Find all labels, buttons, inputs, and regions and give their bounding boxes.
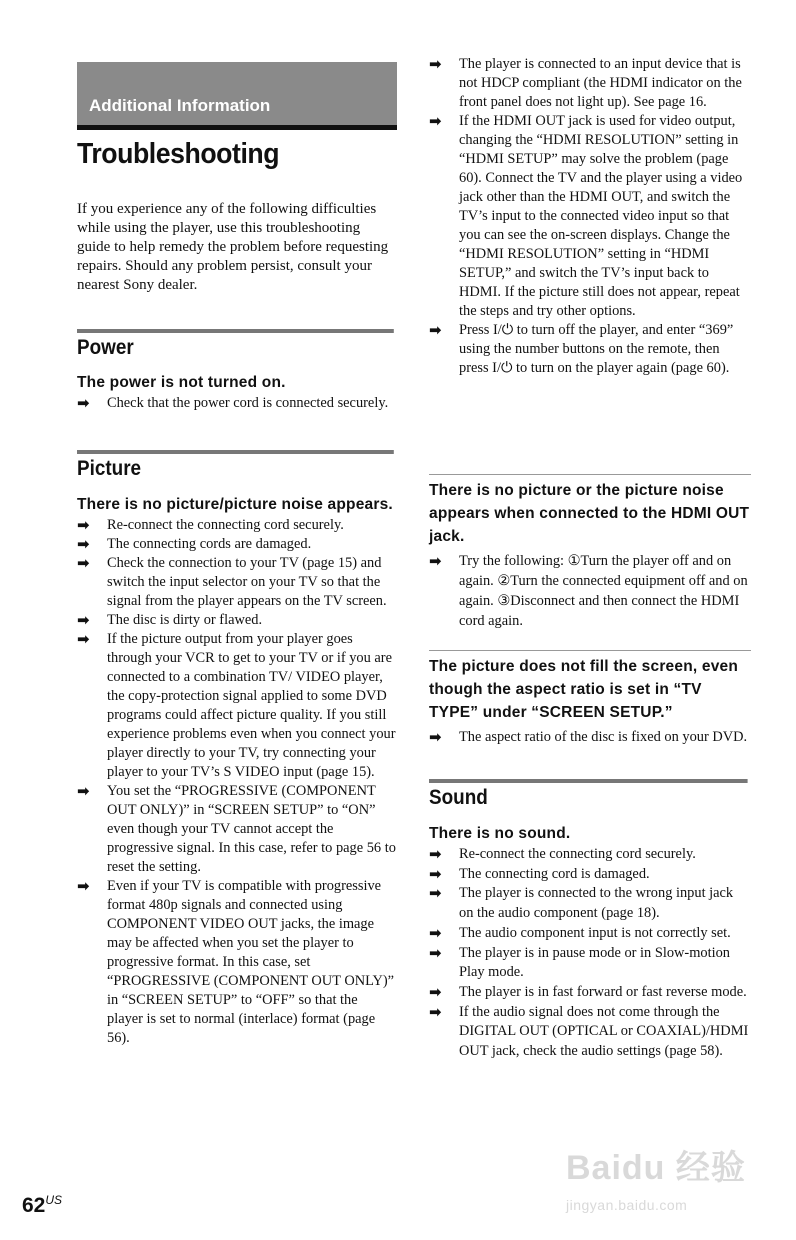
picture-continued [429, 55, 751, 378]
list-item: ➡ Check that the power cord is connected securely. [77, 394, 389, 412]
arrow-icon: ➡ [429, 1002, 442, 1021]
picture-section [77, 450, 397, 1048]
list-item: ➡ The aspect ratio of the disc is fixed on your DVD. [429, 728, 748, 746]
list-item: ➡ You set the “PROGRESSIVE (COMPONENT OUT ONLY)” in “SCREEN SETUP” to “ON” even though your TV cannot accept the progressive signal. In this case, refer to page 56 to reset the setting. [77, 782, 396, 875]
arrow-icon: ➡ [77, 877, 90, 895]
power-problem: The power is not turned on. [77, 374, 286, 391]
power-section [77, 329, 397, 413]
picture-problem-1: There is no picture/picture noise appears. [77, 496, 393, 513]
picture-problem-3: The picture does not fill the screen, even though the aspect ratio is set in “TV TYPE” under “SCREEN SETUP.” [429, 650, 751, 724]
section-label: Additional Information [89, 96, 271, 115]
arrow-icon: ➡ [429, 845, 442, 863]
list-item: ➡ If the audio signal does not come through the DIGITAL OUT (OPTICAL or COAXIAL)/HDMI OUT jack, check the audio settings (page 58). [429, 1002, 749, 1060]
arrow-icon: ➡ [429, 321, 442, 339]
arrow-icon: ➡ [429, 112, 442, 130]
list-item: ➡ The disc is dirty or flawed. [77, 611, 263, 629]
picture-solutions-2 [429, 551, 751, 631]
sound-problem: There is no sound. [429, 825, 571, 842]
page-number: $62^{US}$ [22, 1193, 63, 1217]
arrow-icon: ➡ [77, 516, 90, 534]
list-item: ➡ Press I/⏻ to turn off the player, and enter “369” using the number buttons on the remote, then press I/⏻ to turn on the player again (page 60). [429, 321, 734, 376]
watermark [566, 1140, 746, 1213]
picture-problem-2: There is no picture or the picture noise appears when connected to the HDMI OUT jack. [429, 474, 751, 548]
list-item: ➡ The player is in fast forward or fast reverse mode. [429, 982, 747, 1001]
picture-solutions-3 [429, 727, 751, 747]
watermark-logo: Baidu 经验 [566, 1149, 746, 1187]
section-banner [77, 62, 397, 130]
power-heading: Power [77, 329, 394, 360]
list-item: ➡ Re-connect the connecting cord securely. [429, 845, 696, 863]
picture-solutions-1-continued [429, 55, 751, 378]
list-item: ➡ The connecting cord is damaged. [429, 864, 650, 883]
list-item: ➡ The player is in pause mode or in Slow-motion Play mode. [429, 943, 730, 981]
list-item: ➡ If the HDMI OUT jack is used for video output, changing the “HDMI RESOLUTION” setting in “HDMI SETUP” may solve the problem (page 60). Connect the TV and the player using a video jack other than the HDMI OUT, and switch the TV’s input to the connected video input so that you can see the on-screen displays. Change the “HDMI RESOLUTION” setting in “HDMI SETUP,” and switch the TV’s input back to HDMI. If the picture still does not appear, repeat the steps and try other options. [429, 112, 743, 319]
intro-paragraph: If you experience any of the following difficulties while using the player, use this troubleshooting guide to help remedy the problem before requesting repairs. Should any problem persist, consult your nearest Sony dealer. [77, 201, 389, 293]
arrow-icon: ➡ [77, 394, 90, 412]
list-item: ➡ Try the following: ①Turn the player off and on again. ②Turn the connected equipment off and on again. ③Disconnect and then connect the HDMI cord again. [429, 552, 748, 629]
list-item: ➡ The connecting cords are damaged. [77, 535, 312, 553]
arrow-icon: ➡ [77, 630, 90, 648]
list-item: ➡ The player is connected to the wrong input jack on the audio component (page 18). [429, 884, 734, 922]
arrow-icon: ➡ [429, 923, 442, 942]
arrow-icon: ➡ [429, 55, 442, 73]
list-item: ➡ Re-connect the connecting cord securely. [77, 516, 344, 534]
page-suffix: US [45, 1193, 63, 1207]
list-item: ➡ The player is connected to an input device that is not HDCP compliant (the HDMI indicator on the front panel does not light up). See page 16. [429, 55, 742, 110]
picture-heading: Picture [77, 450, 394, 481]
arrow-icon: ➡ [429, 884, 442, 903]
power-solutions [77, 394, 397, 413]
sound-solutions [429, 845, 751, 1062]
arrow-icon: ➡ [429, 943, 442, 962]
aspect-problem [429, 650, 751, 747]
arrow-icon: ➡ [429, 864, 442, 883]
arrow-icon: ➡ [77, 535, 90, 553]
arrow-icon: ➡ [77, 554, 90, 572]
list-item: ➡ Even if your TV is compatible with progressive format 480p signals and connected using COMPONENT VIDEO OUT jacks, the image may be affected when you set the player to progressive format. In this case, set “PROGRESSIVE (COMPONENT OUT ONLY)” in “SCREEN SETUP” to “OFF” so that the player is set to normal (interlace) format (page 56). [77, 877, 395, 1046]
arrow-icon: ➡ [77, 782, 90, 800]
arrow-icon: ➡ [429, 982, 442, 1001]
hdmi-problem [429, 474, 751, 631]
watermark-url: jingyan.baidu.com [566, 1197, 688, 1213]
sound-heading: Sound [429, 779, 748, 810]
list-item: ➡ If the picture output from your player goes through your VCR to get to your TV or if you are connected to a combination TV/ VIDEO player, the copy-protection signal applied to some DVD programs could affect picture quality. If you still experience problems even when you connect your player directly to your TV, try connecting your player to your TV’s S VIDEO input (page 15). [77, 630, 396, 780]
arrow-icon: ➡ [429, 552, 442, 570]
sound-section [429, 779, 751, 1062]
arrow-icon: ➡ [77, 611, 90, 629]
picture-solutions-1 [77, 516, 397, 1048]
page-title: Troubleshooting [77, 138, 280, 170]
list-item: ➡ Check the connection to your TV (page 15) and switch the input selector on your TV so that the signal from the player appears on the TV screen. [77, 554, 387, 609]
list-item: ➡ The audio component input is not correctly set. [429, 923, 731, 942]
arrow-icon: ➡ [429, 728, 442, 746]
